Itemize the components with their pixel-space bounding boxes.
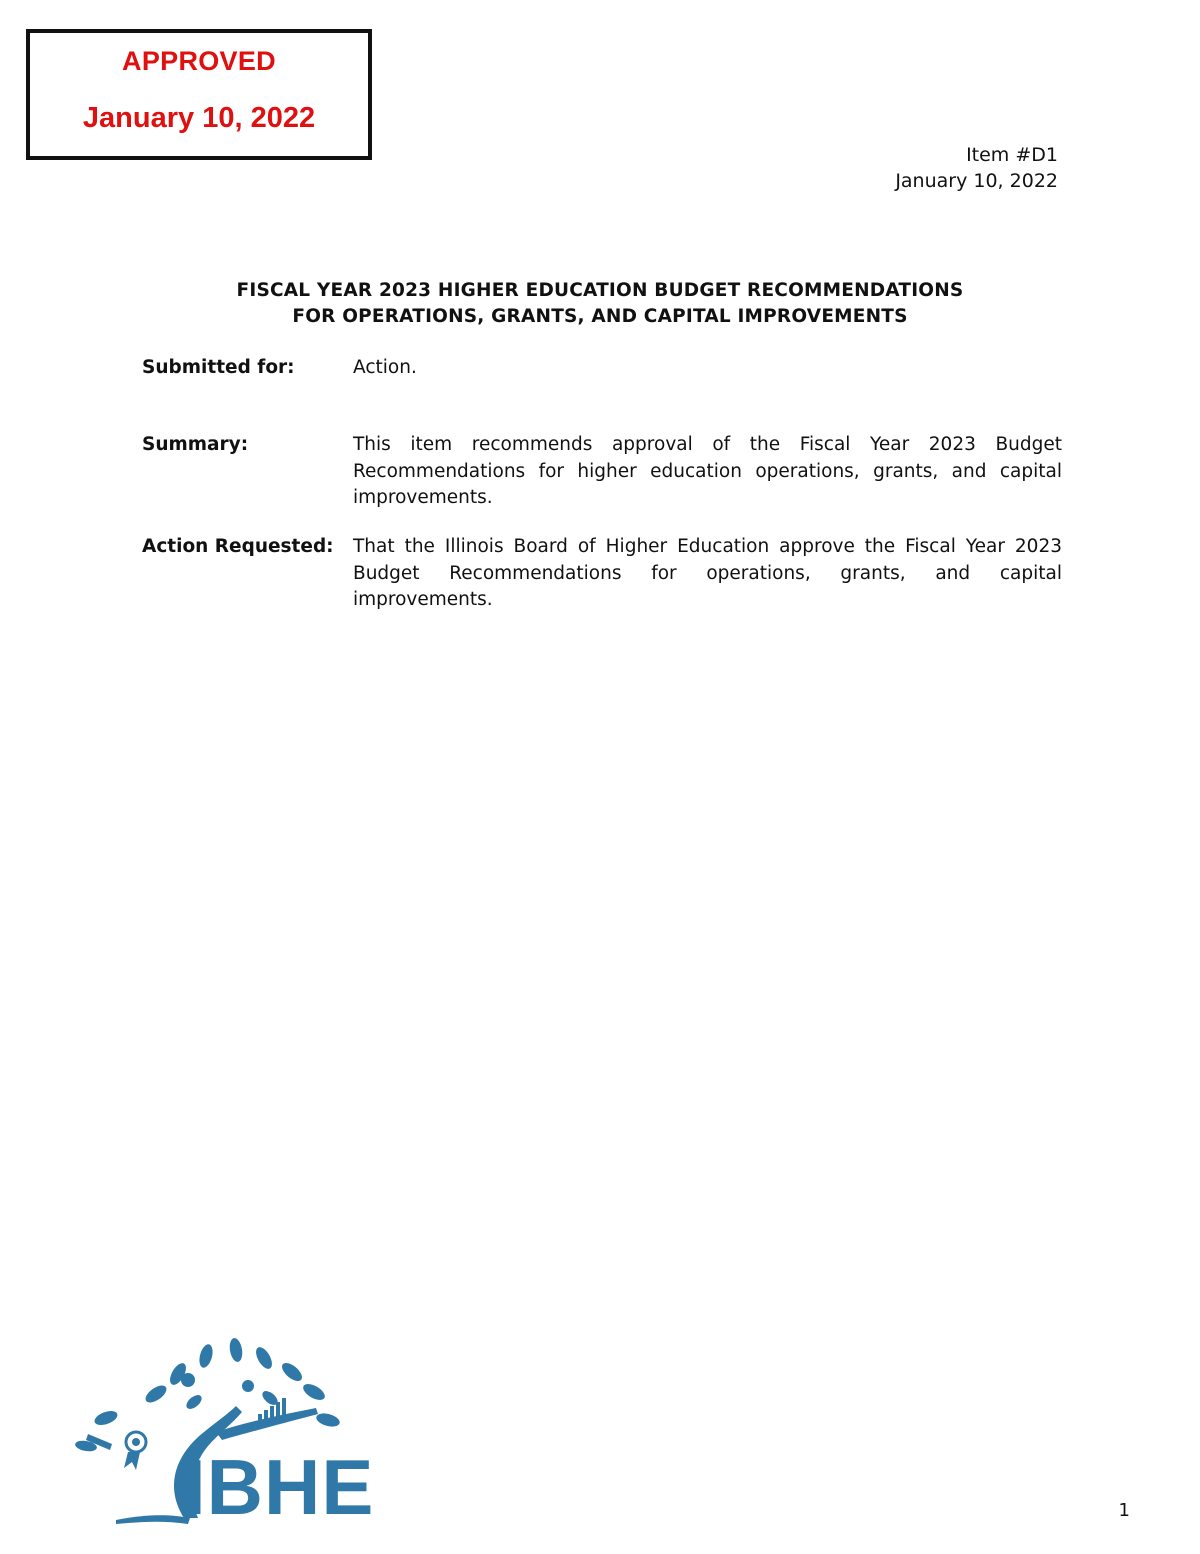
approved-stamp <box>26 29 372 160</box>
summary-value: This item recommends approval of the Fiscal Year 2023 Budget Recommendations for higher education operations, grants, and capital improvements. <box>353 434 1062 508</box>
item-meta <box>895 142 1058 194</box>
stamp-status: APPROVED <box>122 46 276 76</box>
ibhe-logo <box>66 1336 406 1526</box>
action-requested-label: Action Requested: <box>142 536 334 557</box>
action-requested-value: That the Illinois Board of Higher Education approve the Fiscal Year 2023 Budget Recommendations for operations, grants, and capital improvements. <box>353 536 1062 610</box>
title-line-1: FISCAL YEAR 2023 HIGHER EDUCATION BUDGET RECOMMENDATIONS <box>236 280 964 301</box>
item-date: January 10, 2022 <box>895 170 1058 192</box>
document-title <box>0 278 1200 330</box>
submitted-for-label: Submitted for: <box>142 357 295 378</box>
summary-label: Summary: <box>142 434 249 455</box>
logo-wordmark: IBHE <box>184 1443 375 1526</box>
item-number: Item #D1 <box>966 144 1058 166</box>
title-line-2: FOR OPERATIONS, GRANTS, AND CAPITAL IMPROVEMENTS <box>292 306 908 327</box>
ibhe-tree-logo-icon <box>66 1336 406 1526</box>
page-number: 1 <box>1118 1500 1130 1521</box>
submitted-for-value: Action. <box>353 357 417 378</box>
stamp-date: January 10, 2022 <box>82 102 316 134</box>
